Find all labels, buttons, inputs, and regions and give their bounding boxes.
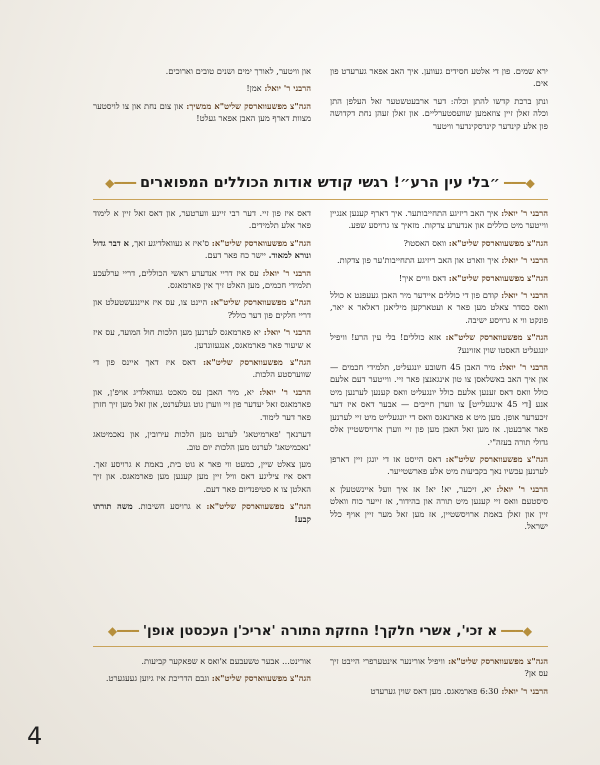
- paragraph: [93, 82, 311, 94]
- ornament-icon: ◆━━━: [501, 624, 533, 638]
- paragraph-text: דאס איז פון זיי. דער רבי זיינע ווערטער, און דאס זאל זיין א לימוד פאר אלע תלמידים.: [93, 208, 311, 231]
- speaker-label: הגה"צ מפשעווארסק שליט"א:: [445, 332, 549, 343]
- paragraph: [93, 655, 311, 667]
- paragraph-text: דערנאך 'פארמיטאג' לערנט מען הלכות עירובין, און נאכמיטאג 'נאכמיטאג' לערנט מען הלכות יום טוב.: [93, 429, 311, 452]
- speaker-label: הרבני ר' יואל:: [496, 483, 548, 494]
- speaker-label: הרבני ר' יואל:: [259, 386, 312, 397]
- speaker-label: הרבני ר' יואל:: [499, 362, 549, 373]
- paragraph: [330, 289, 548, 326]
- paragraph-text: מיר האבן 45 חשובע יונגעליט, תלמידי חכמים — און איך האב באשלאסן צו טון אינגאנצן פאר זיי. ווייטער דעם אלעם כולל וואס דאס זענען אלעם כולל יונגעליט וואס קענען לערנען מיט אנע [די 45 אינגעלייט] צו ווערן חייבים — אבער דאס איז דער זיכערער אופן. מען מיט א פארנאגס וואס די יונגעלייט מיט זיי לערנען פאר ארבעטן. אז מען זאל האבן מען פון זיי ווערן ארויסשטיין אלס גדולי תורה בעזה"י.: [330, 362, 548, 447]
- paragraph: [330, 272, 548, 284]
- paragraph-text: א גרויסע חשיבות.: [137, 501, 201, 512]
- speaker-label: הגה"צ מפשעווארסק שליט"א:: [211, 237, 312, 248]
- speaker-label: הגה"צ מפשעווארסק שליט"א:: [445, 453, 548, 464]
- speaker-label: הרבני ר' יואל:: [262, 267, 312, 278]
- speaker-label: הגה"צ מפשעווארסק שליט"א:: [448, 272, 548, 283]
- ornament-icon: ━━━◆: [105, 176, 137, 190]
- paragraph-text: יא פארמאגס לערנען מען הלכות חול המועד, עס איז א שיעור פאר פארמאגס, אנגעזונדען.: [93, 327, 311, 350]
- paragraph-text: און צום נחת און צו לויסטער מצוות דארף מען האבן אפאר געלט!: [93, 100, 311, 124]
- paragraph: ירא שמים. פון די אלטע חסידים געווען. איך האב אפאר גערעדט פון אים.: [330, 66, 548, 89]
- paragraph-text: וואס האסטו?: [403, 237, 447, 248]
- paragraph: [93, 458, 311, 495]
- emphasis-text: א דבר גדול ונורא למאוד.: [93, 237, 311, 261]
- speaker-label: הגה"צ מפשעווארסק שליט"א:: [448, 237, 548, 248]
- middle-left-column: [93, 207, 311, 537]
- paragraph: [93, 100, 311, 125]
- paragraph: [330, 254, 548, 266]
- paragraph: און וויטער, לאורך ימים ושנים טובים וארוכים.: [165, 66, 311, 76]
- middle-right-column: [330, 207, 548, 537]
- paragraph: [93, 500, 311, 525]
- paragraph: [93, 237, 311, 262]
- paragraph-text: אזא כוללים! בלי עין הרע! וויפיל יונגעליט האסטו שוין אזוינע?: [330, 332, 548, 355]
- paragraph-text: אמן!: [246, 83, 262, 94]
- paragraph: [330, 685, 548, 697]
- paragraph: [93, 207, 311, 232]
- heading-text: ״בלי עין הרע״! רגשי קודש אודות הכוללים המפוארים: [140, 175, 500, 191]
- speaker-label: הגה"צ מפשעווארסק שליט"א:: [206, 501, 311, 512]
- paragraph-text: קודם פון די כוללים איידער מיר האבן געעפנט א כולל וואס כסדר צאלט מען פאר א ועטארקען מיליאנן דאלאר א יאר, פונקט ווי א גרויסע ישיבה.: [330, 290, 548, 325]
- paragraph: [330, 331, 548, 356]
- paragraph: ונתן ברכת קדשו להתן וכלה: דער ארבעטשטער זאל העלפן התן וכלה זאלן זיין צוזאמען שוועסטערליים. און זאלן זעהן נחת דקדושה פון אלע קינדער קינדסקינדער וויטער: [330, 95, 548, 131]
- paragraph-text: מען צאלט שיין, כמעט ווי פאר א גוט בית, באמת א גרויסע זאך. דאס איז ציליגע דאס וויל זיין מען קענען מען פארמאגס. און זיך האלטן צו א סטיפנדיום פאר דעם.: [93, 458, 311, 494]
- paragraph: [330, 453, 548, 478]
- bottom-right-column: [330, 655, 548, 702]
- paragraph-text: 6:30 פארמאגס. מען דאס שוין גערעדט: [370, 685, 499, 696]
- paragraph-text: ס'איז א געוואלדיגע זאך,: [131, 237, 210, 248]
- divider: [93, 646, 548, 647]
- paragraph-text: דאס הייסט אז די יונגן זיין דארפן לערנען עכשיו נאך בקביעות מיט אלע פארשטייער.: [330, 453, 548, 477]
- ornament-icon: ━━━◆: [107, 624, 139, 638]
- paragraph: [93, 428, 311, 453]
- speaker-label: הגה"צ מפשעווארסק שליט"א ממשיך:: [186, 100, 312, 111]
- section-heading-1: [84, 175, 556, 191]
- paragraph: [93, 356, 311, 381]
- paragraph: [330, 483, 548, 533]
- speaker-label: הרבני ר' יואל:: [263, 327, 311, 338]
- section-heading-2: [84, 623, 556, 639]
- emphasis-text: משה תורתו קבע!: [93, 501, 311, 524]
- middle-section: [93, 207, 548, 537]
- paragraph-text: יא, זיכער, יא! יא! אז איך וועל איינשטעלן א סיסטעם וואס זיי קענען מיט תורה און בהידור, אז זייער כוח וואלט זיין און זאלן באמת ארויסשטיין, אז מען זאל מער זיין אויף כלל ישראל.: [330, 483, 548, 531]
- paragraph-text: וגבם הדריכת איז גיוען געעגערט.: [105, 673, 210, 684]
- paragraph-text: איך האב ריזיגע התחייבותער. איך דארף קענען אנגיין ווייטער מיט כוללים און אנדערע צדקות. מזאיך צו גרויסע שפע.: [330, 208, 548, 231]
- speaker-label: הרבני ר' יואל:: [501, 255, 548, 266]
- paragraph-text: וויפיל אורינער אינטערפרי הייבט זיך עס אן?: [330, 656, 548, 679]
- paragraph-text: איך ווארט און האב ריזיגע התחייבות'ער פון צדקות.: [337, 255, 499, 266]
- paragraph: [93, 386, 311, 423]
- bottom-section: [93, 655, 548, 702]
- paragraph-text: יישר כח פאר דעם.: [204, 250, 266, 261]
- paragraph-text: אורינט... אבער טשעבעם א'ואס א שפאקער קביעות.: [141, 656, 311, 666]
- paragraph: [93, 326, 311, 351]
- paragraph-text: היינט צו, עס איז איינגעשטעלט און דריי חלקים פון דער כולל?: [93, 297, 311, 320]
- speaker-label: הגה"צ מפשעווארסק שליט"א:: [211, 673, 311, 684]
- paragraph: [93, 267, 311, 292]
- paragraph: [330, 207, 548, 232]
- speaker-label: הרבני ר' יואל:: [501, 290, 548, 301]
- speaker-label: הרבני ר' יואל:: [501, 685, 548, 696]
- paragraph: [330, 655, 548, 680]
- top-section: [93, 65, 548, 137]
- speaker-label: הרבני ר' יואל:: [501, 208, 548, 218]
- page-number: 4: [27, 722, 43, 750]
- paragraph: [330, 361, 548, 448]
- ornament-icon: ◆━━━: [503, 176, 535, 190]
- paragraph: [330, 237, 548, 249]
- top-right-column: [330, 65, 548, 137]
- paragraph-text: יא, מיר האבן עס מאכט געוואלדיג אויפ'ן, און פארמאגס זאל יעדער פון זיי ווערן גוט געלערנט, און זאל מען זיך חזרן פאר דער לימוד.: [93, 386, 311, 422]
- speaker-label: הגה"צ מפשעווארסק שליט"א:: [210, 297, 311, 308]
- top-left-column: [93, 65, 311, 137]
- paragraph-text: עס איז דריי אנדערע ראשי הכוללים, דריי ערלעכע תלמידי חכמים, מען האלט זיך אין פארמאגס.: [93, 267, 311, 291]
- paragraph-text: דאס איז דאך איינס פון די שווערסטע הלכות.: [93, 357, 311, 380]
- divider: [93, 199, 548, 200]
- speaker-label: הרבני ר' יואל:: [264, 83, 311, 94]
- speaker-label: הגה"צ מפשעווארסק שליט"א:: [202, 357, 311, 368]
- bottom-left-column: [93, 655, 311, 702]
- paragraph-text: דאס וויים איך!: [398, 272, 447, 283]
- heading-text: א זכי', אשרי חלקך! החזקת התורה 'אריכ'ן העכסטן אופן': [142, 623, 498, 639]
- paragraph: [93, 296, 311, 321]
- paragraph: [93, 672, 311, 684]
- speaker-label: הגה"צ מפשעווארסק שליט"א:: [447, 656, 548, 666]
